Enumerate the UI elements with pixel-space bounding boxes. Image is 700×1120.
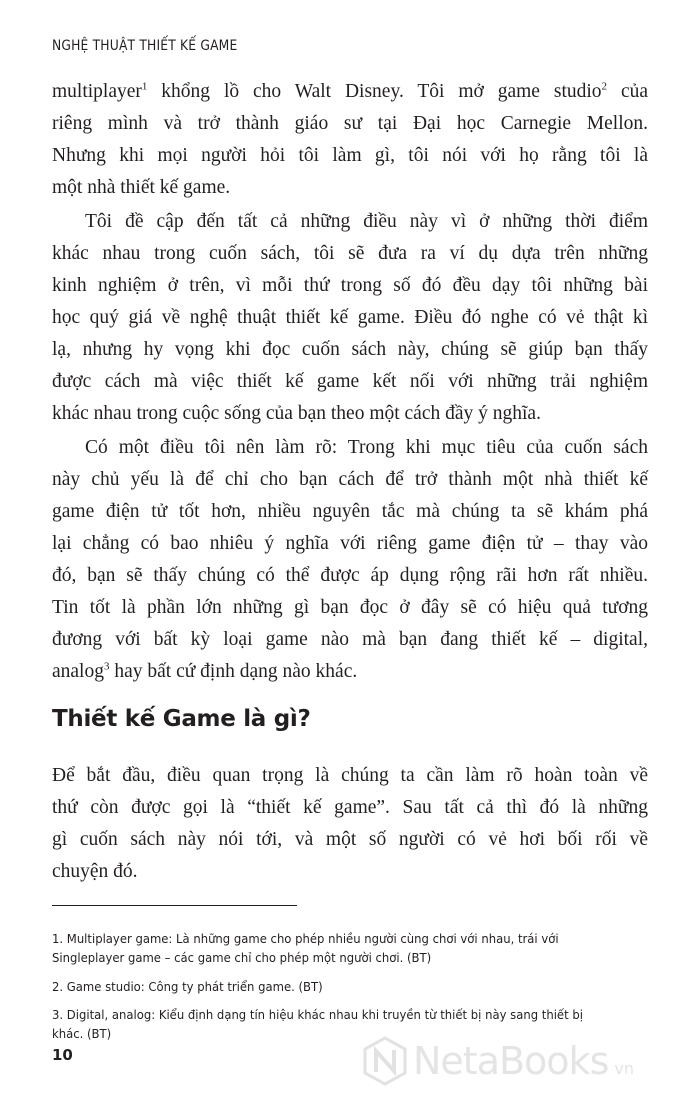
footnote-ref[interactable]: 2 (601, 80, 608, 93)
text-line: đương với bất kỳ loại game nào mà bạn đang thiết kế – digital, (52, 629, 648, 650)
paragraph-3 (52, 432, 648, 688)
footnote-ref[interactable]: 1 (141, 80, 148, 93)
netabooks-watermark (363, 1036, 634, 1086)
text-line: kinh nghiệm ở trên, vì mỗi thứ trong số đó đều dạy tôi những bài (52, 275, 648, 296)
running-header: NGHỆ THUẬT THIẾT KẾ GAME (52, 38, 238, 54)
text-line: gì cuốn sách này nói tới, và một số người có vẻ hơi bối rối về (52, 829, 648, 850)
paragraph-2 (52, 206, 648, 430)
text-line: chuyện đó. (52, 861, 138, 882)
text-line: này chủ yếu là để chỉ cho bạn cách để trở thành một nhà thiết kế (52, 469, 648, 490)
footnote-1: 1. Multiplayer game: Là những game cho phép nhiều người cùng chơi với nhau, trái với Singleplayer game – các game chỉ cho phép một người chơi. (BT) (52, 931, 559, 965)
text-line: được cách mà việc thiết kế game kết nối với những trải nghiệm (52, 371, 648, 392)
text-line: học quý giá về nghệ thuật thiết kế game. Điều đó nghe có vẻ thật kì (52, 307, 648, 328)
text-line: đó, bạn sẽ thấy chúng có thể được áp dụng rộng rãi hơn rất nhiều. (52, 565, 648, 586)
text-line: thứ còn được gọi là “thiết kế game”. Sau tất cả thì đó là những (52, 797, 648, 818)
text-line: khác nhau trong cuộc sống của bạn theo một cách đầy ý nghĩa. (52, 403, 541, 424)
paragraph-4 (52, 760, 648, 888)
page-number: 10 (52, 1046, 73, 1064)
text-line: Có một điều tôi nên làm rõ: Trong khi mục tiêu của cuốn sách (85, 437, 648, 458)
text-line: Tôi đề cập đến tất cả những điều này vì ở những thời điểm (85, 211, 648, 232)
footnote-2: 2. Game studio: Công ty phát triển game. (BT) (52, 979, 323, 994)
text-line: riêng mình và trở thành giáo sư tại Đại học Carnegie Mellon. (52, 113, 648, 134)
text-line: lạ, nhưng hy vọng khi đọc cuốn sách này, chúng sẽ giúp bạn thấy (52, 339, 648, 360)
text-line: game điện tử tốt hơn, nhiều nguyên tắc mà chúng ta sẽ khám phá (52, 501, 648, 522)
netabooks-logo-icon (363, 1036, 407, 1086)
watermark-name: NetaBooks (413, 1039, 609, 1083)
paragraph-1 (52, 76, 648, 204)
text-line: multiplayer$^1$ khổng lồ cho Walt Disney. Tôi mở game studio$^2$ của (52, 80, 649, 102)
section-heading: Thiết kế Game là gì? (52, 706, 311, 732)
footnote-divider (52, 905, 297, 906)
watermark-suffix: vn (614, 1058, 634, 1078)
text-line: một nhà thiết kế game. (52, 177, 231, 198)
text-line: Để bắt đầu, điều quan trọng là chúng ta cần làm rõ hoàn toàn về (52, 765, 648, 786)
text-line: khác nhau trong cuốn sách, tôi sẽ đưa ra ví dụ dựa trên những (52, 243, 648, 264)
text-line: Tin tốt là phần lớn những gì bạn đọc ở đây sẽ có hiệu quả tương (52, 597, 648, 618)
footnote-ref[interactable]: 3 (103, 660, 110, 673)
text-line: analog$^3$ hay bất cứ định dạng nào khác. (52, 660, 358, 682)
footnote-3: 3. Digital, analog: Kiểu định dạng tín hiệu khác nhau khi truyền từ thiết bị này sang thiết bị khác. (BT) (52, 1007, 583, 1041)
text-line: lại chẳng có bao nhiêu ý nghĩa với riêng game điện tử – thay vào (52, 533, 648, 554)
text-line: Nhưng khi mọi người hỏi tôi làm gì, tôi nói với họ rằng tôi là (52, 145, 648, 166)
